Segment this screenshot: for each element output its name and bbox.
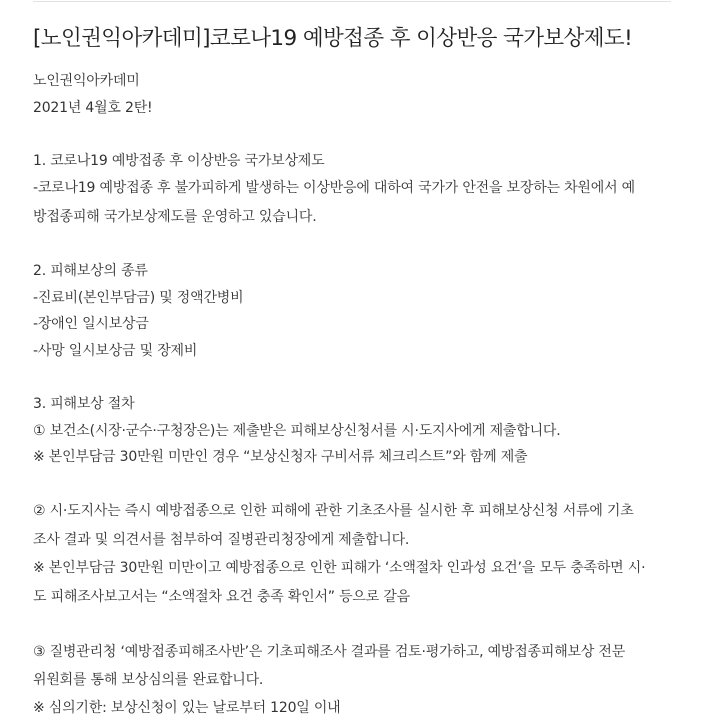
section-2-item: -사망 일시보상금 및 장제비 <box>33 342 198 359</box>
spacer <box>33 611 673 638</box>
section-1-line: -코로나19 예방접종 후 불가피하게 발생하는 이상반응에 대하여 국가가 안전을 보장하는 차원에서 예 <box>33 180 635 197</box>
spacer <box>33 121 673 148</box>
section-2-item: -진료비(본인부담금) 및 정액간병비 <box>33 289 244 306</box>
step-3-line: ③ 질병관리청 ‘예방접종피해조사반’은 기초피해조사 결과를 검토·평가하고, 예방접종피해보상 전문 <box>33 643 626 660</box>
step-1-note: ※ 본인부담금 30만원 미만인 경우 “보상신청자 구비서류 체크리스트”와 함께 제출 <box>33 449 528 466</box>
article <box>33 22 673 722</box>
source-line: 노인권익아카데미 <box>33 73 140 89</box>
section-2-heading: 2. 피해보상의 종류 <box>33 262 148 279</box>
step-3-note: ※ 심의기한: 보상신청이 있는 날로부터 120일 이내 <box>33 699 341 716</box>
article-title: [노인권익아카데미]코로나19 예방접종 후 이상반응 국가보상제도! <box>33 26 633 51</box>
spacer <box>33 364 673 391</box>
issue-line: 2021년 4월호 2탄! <box>33 99 153 116</box>
section-1-heading: 1. 코로나19 예방접종 후 이상반응 국가보상제도 <box>33 152 325 169</box>
step-3-line: 위원회를 통해 보상심의를 완료합니다. <box>33 672 264 689</box>
step-2-note: 도 피해조사보고서는 “소액절차 요건 충족 확인서” 등으로 갈음 <box>33 588 410 605</box>
step-2-line: 조사 결과 및 의견서를 첨부하여 질병관리청장에게 제출합니다. <box>33 531 410 548</box>
top-divider <box>33 1 671 2</box>
step-2-line: ② 시·도지사는 즉시 예방접종으로 인한 피해에 관한 기초조사를 실시한 후 피해보상신청 서류에 기초 <box>33 503 634 520</box>
spacer <box>33 471 673 498</box>
section-2-item: -장애인 일시보상금 <box>33 316 149 333</box>
section-1-line: 방접종피해 국가보상제도를 운영하고 있습니다. <box>33 208 317 225</box>
step-1-line: ① 보건소(시장·군수·구청장은)는 제출받은 피해보상신청서를 시·도지사에게 제출합니다. <box>33 422 561 439</box>
step-2-note: ※ 본인부담금 30만원 미만이고 예방접종으로 인한 피해가 ‘소액절차 인과성 요건’을 모두 충족하면 시· <box>33 560 646 577</box>
section-3-heading: 3. 피해보상 절차 <box>33 395 135 412</box>
article-body <box>33 68 673 722</box>
spacer <box>33 231 673 258</box>
